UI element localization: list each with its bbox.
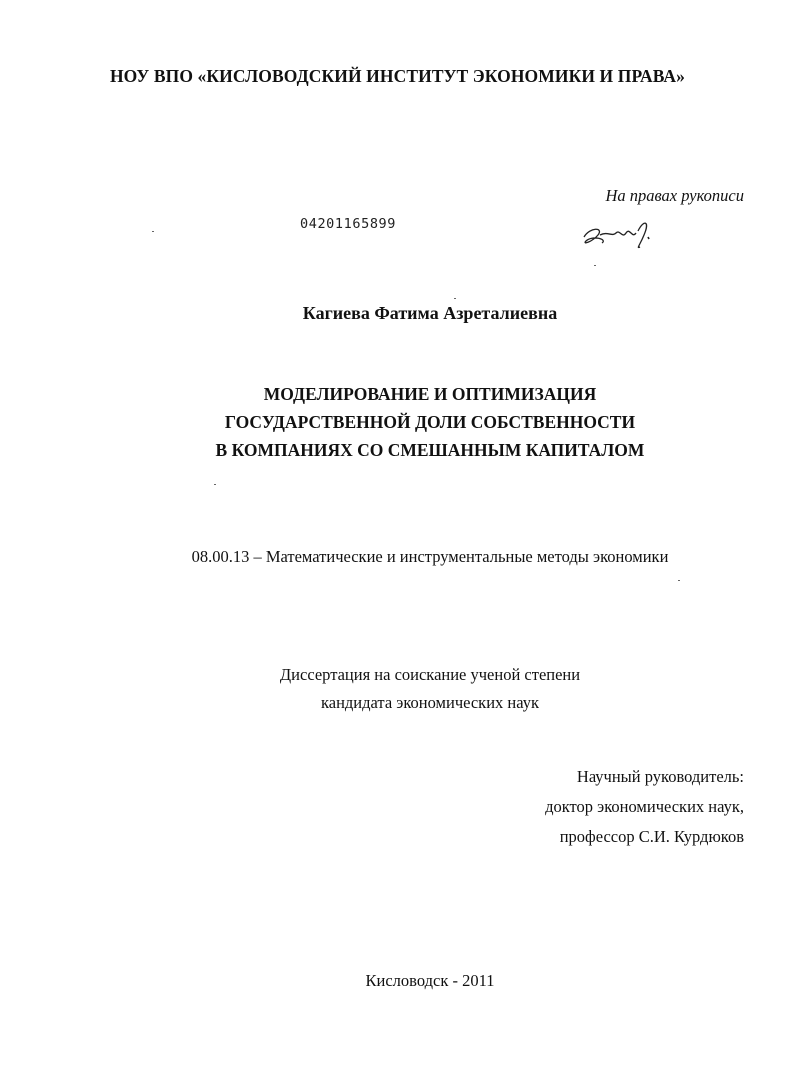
- signature-image: [578, 215, 658, 251]
- supervisor-line: Научный руководитель:: [576, 767, 744, 786]
- author-name: Кагиева Фатима Азреталиевна: [302, 303, 558, 323]
- supervisor-line: доктор экономических наук,: [545, 797, 744, 816]
- scan-speck: [678, 580, 680, 581]
- specialty-code: 08.00.13 – Математические и инструментальные методы экономики: [191, 547, 669, 566]
- institute-header: НОУ ВПО «КИСЛОВОДСКИЙ ИНСТИТУТ ЭКОНОМИКИ И ПРАВА»: [109, 66, 686, 86]
- title-line: ГОСУДАРСТВЕННОЙ ДОЛИ СОБСТВЕННОСТИ: [224, 412, 636, 432]
- dissertation-title: [0, 380, 795, 464]
- city-year: Кисловодск - 2011: [365, 971, 495, 990]
- degree-line: Диссертация на соискание ученой степени: [279, 665, 581, 684]
- scan-speck: [152, 231, 154, 232]
- scan-speck: [214, 484, 216, 485]
- archive-code: 04201165899: [300, 216, 397, 232]
- supervisor-line: профессор С.И. Курдюков: [559, 827, 744, 846]
- scan-speck: [594, 265, 596, 266]
- degree-statement: [0, 661, 795, 717]
- scan-speck: [454, 298, 456, 299]
- supervisor-block: [545, 762, 744, 852]
- degree-line: кандидата экономических наук: [320, 693, 539, 712]
- title-line: МОДЕЛИРОВАНИЕ И ОПТИМИЗАЦИЯ: [263, 384, 597, 404]
- manuscript-rights-label: На правах рукописи: [605, 186, 744, 205]
- title-line: В КОМПАНИЯХ СО СМЕШАННЫМ КАПИТАЛОМ: [215, 440, 645, 460]
